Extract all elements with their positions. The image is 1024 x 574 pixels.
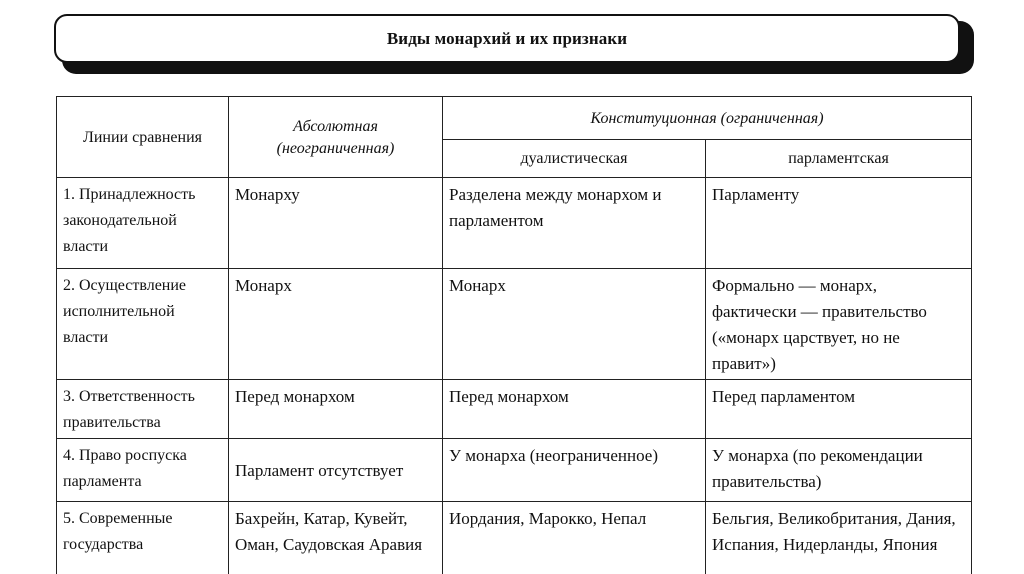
- title-banner: [54, 14, 960, 63]
- row-label: 1. Принадлежность законодательной власти: [57, 178, 229, 269]
- page-title: Виды монархий и их признаки: [386, 28, 628, 48]
- cell-parliamentary: Перед парламентом: [706, 380, 972, 439]
- header-parliamentary: парламентская: [706, 139, 972, 177]
- table-row: [57, 380, 972, 439]
- header-absolute-line1: Абсолютная: [293, 118, 378, 135]
- row-label: 2. Осуществление исполнительной власти: [57, 269, 229, 380]
- cell-dualistic: Монарх: [443, 269, 706, 380]
- header-constitutional: Конституционная (ограниченная): [443, 97, 972, 140]
- cell-absolute: Перед монархом: [229, 380, 443, 439]
- table-row: [57, 269, 972, 380]
- cell-parliamentary: У монарха (по рекомендации правительства): [706, 439, 972, 502]
- header-absolute: [229, 97, 443, 178]
- cell-dualistic: У монарха (неограниченное): [443, 439, 706, 502]
- cell-parliamentary: Бельгия, Великобритания, Дания, Испания, Нидерланды, Япония: [706, 502, 972, 574]
- header-absolute-line2: (неограниченная): [276, 140, 395, 157]
- header-dualistic: дуалистическая: [443, 139, 706, 177]
- row-label: 4. Право роспуска парламента: [57, 439, 229, 502]
- table-row: [57, 502, 972, 574]
- cell-parliamentary: Парламенту: [706, 178, 972, 269]
- row-label: 3. Ответственность правительства: [57, 380, 229, 439]
- cell-parliamentary: Формально — монарх, фактически — правительство («монарх царствует, но не правит»): [706, 269, 972, 380]
- cell-dualistic: Перед монархом: [443, 380, 706, 439]
- cell-absolute: Бахрейн, Катар, Кувейт, Оман, Саудовская Аравия: [229, 502, 443, 574]
- table-row: [57, 178, 972, 269]
- cell-absolute: Парламент отсутствует: [229, 439, 443, 502]
- table-header-row: [57, 97, 972, 140]
- cell-absolute: Монарху: [229, 178, 443, 269]
- table-row: [57, 439, 972, 502]
- cell-dualistic: Разделена между монархом и парламентом: [443, 178, 706, 269]
- cell-dualistic: Иордания, Марокко, Непал: [443, 502, 706, 574]
- header-comparison-lines: Линии сравнения: [57, 97, 229, 178]
- monarchy-comparison-table: [56, 96, 972, 574]
- row-label: 5. Современные государства: [57, 502, 229, 574]
- cell-absolute: Монарх: [229, 269, 443, 380]
